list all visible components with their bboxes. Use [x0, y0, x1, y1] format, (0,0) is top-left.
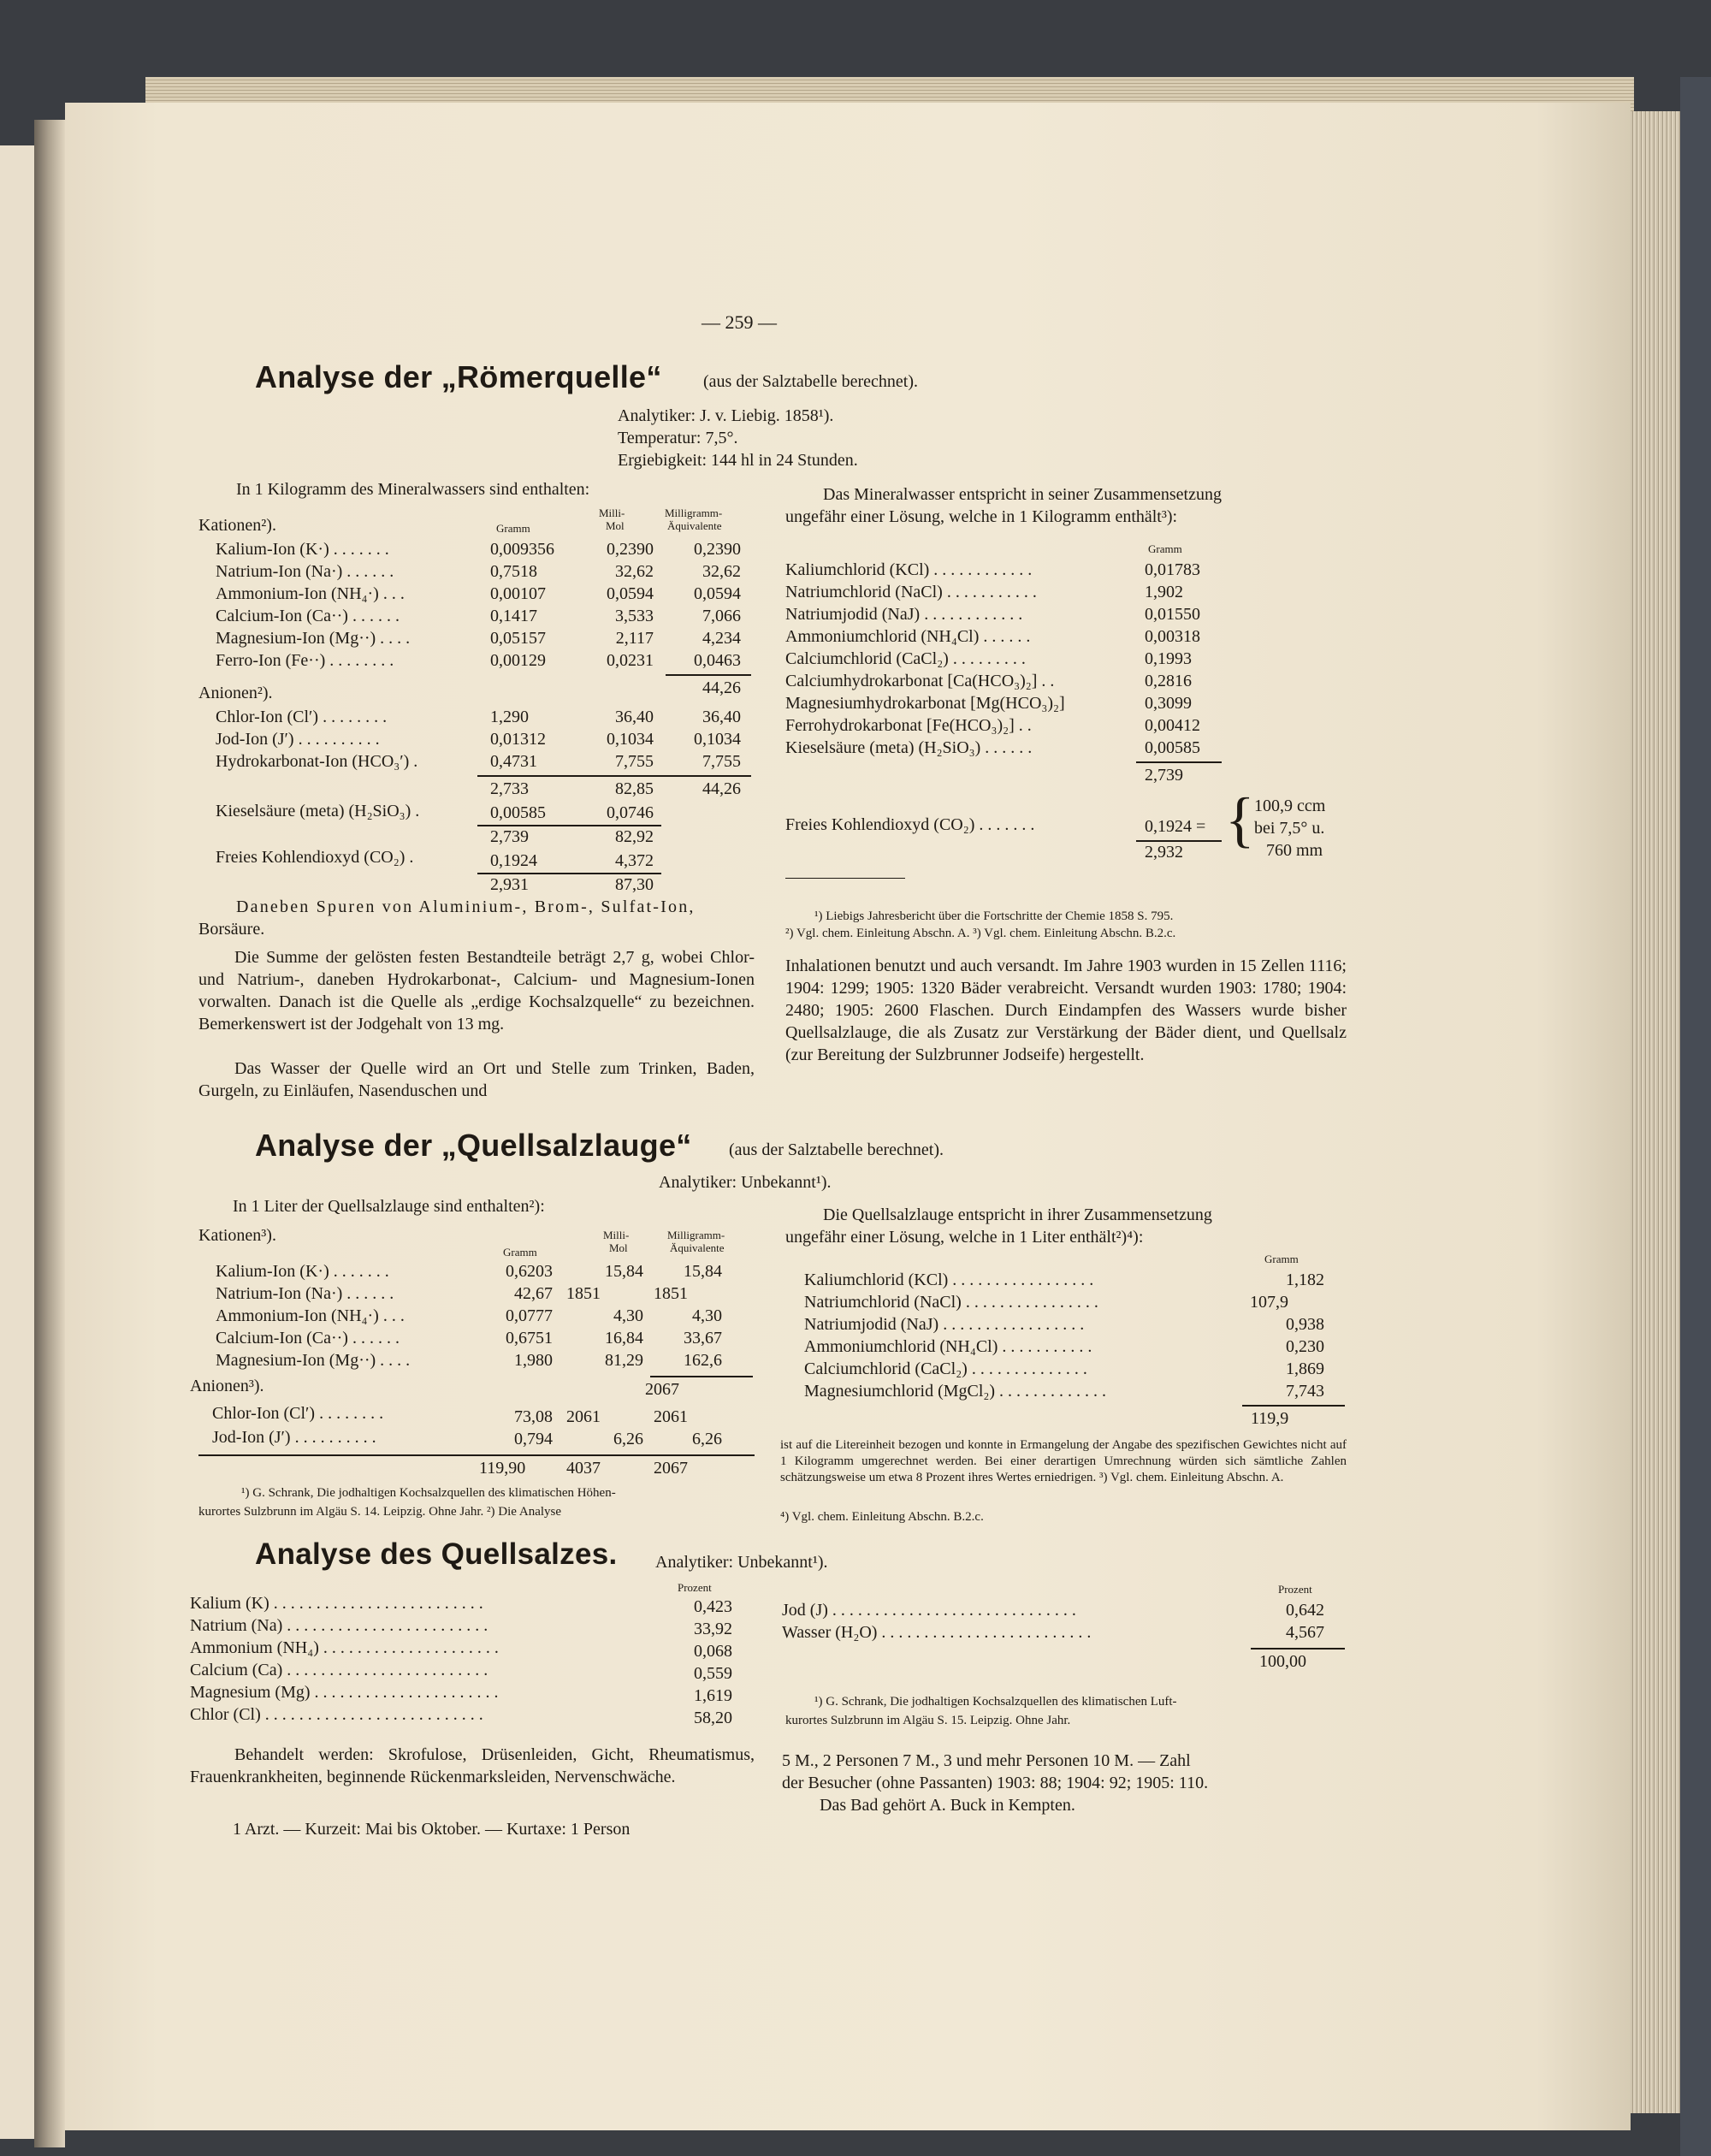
co2-mol: 4,372 — [615, 851, 654, 870]
element-value: 1,619 — [694, 1686, 732, 1705]
co2-name: Freies Kohlendioxyd (CO₂) . — [216, 848, 414, 867]
ion-gramm: 42,67 — [514, 1284, 553, 1303]
salt-name: Kieselsäure (meta) (H₂SiO₃) . . . . . . — [785, 738, 1033, 757]
spuren-line-2: Borsäure. — [198, 920, 265, 939]
salt-value: 107,9 — [1250, 1293, 1288, 1312]
salt-name: Natriumchlorid (NaCl) . . . . . . . . . . . — [785, 583, 1037, 601]
footnote-2: kurortes Sulzbrunn im Algäu S. 14. Leipzig. Ohne Jahr. ²) Die Analyse — [198, 1505, 562, 1519]
tax-line-2: der Besucher (ohne Passanten) 1903: 88; 1904: 92; 1905: 110. — [782, 1774, 1209, 1792]
ion-mol: 0,0231 — [607, 651, 654, 670]
anionen-label: Anionen³). — [190, 1377, 264, 1395]
ion-aeq: 2061 — [654, 1407, 688, 1426]
book-gutter — [34, 120, 65, 2147]
element-value: 58,20 — [694, 1709, 732, 1727]
kationen-sum: 44,26 — [702, 678, 741, 697]
ion-gramm: 0,009356 — [490, 540, 554, 559]
kurzeit-line: 1 Arzt. — Kurzeit: Mai bis Oktober. — Kurtaxe: 1 Person — [233, 1820, 631, 1839]
ion-gramm: 0,6203 — [506, 1262, 553, 1281]
divider — [1251, 1648, 1345, 1650]
ion-gramm: 1,290 — [490, 708, 529, 726]
ion-aeq: 0,0463 — [694, 651, 741, 670]
footnote-1: ¹) Liebigs Jahresbericht über die Fortschritte der Chemie 1858 S. 795. — [814, 909, 1174, 923]
element-name: Magnesium (Mg) . . . . . . . . . . . . . . . . . . . . . . — [190, 1683, 499, 1702]
ion-gramm: 0,05157 — [490, 629, 546, 648]
ion-mol: 0,2390 — [607, 540, 654, 559]
salts-col-gramm: Gramm — [1148, 542, 1182, 555]
element-name: Kalium (K) . . . . . . . . . . . . . . . . . . . . . . . . . — [190, 1594, 483, 1613]
sum3-gramm: 2,931 — [490, 875, 529, 894]
element-value: 33,92 — [694, 1620, 732, 1638]
spuren-line: Daneben Spuren von Aluminium-, Brom-, Sulfat-Ion, — [236, 897, 696, 916]
salt-value: 0,01550 — [1145, 605, 1200, 624]
sum-gramm: 2,733 — [490, 779, 529, 798]
page-block-side — [1631, 111, 1680, 2113]
ion-aeq: 0,2390 — [694, 540, 741, 559]
kieselsaeure-mol: 0,0746 — [607, 803, 654, 822]
col-header-gramm: Gramm — [503, 1246, 537, 1259]
divider — [477, 775, 751, 777]
ion-name: Jod-Ion (J′) . . . . . . . . . . — [212, 1428, 376, 1447]
kieselsaeure-name: Kieselsäure (meta) (H₂SiO₃) . — [216, 802, 420, 820]
ion-name: Natrium-Ion (Na·) . . . . . . — [216, 562, 394, 581]
sum-aeq: 2067 — [654, 1459, 688, 1478]
kationen-label: Kationen²). — [198, 516, 276, 535]
element-value: 0,423 — [694, 1597, 732, 1616]
ion-name: Ferro-Ion (Fe··) . . . . . . . . — [216, 651, 394, 670]
salt-name: Natriumchlorid (NaCl) . . . . . . . . . . . . . . . . — [804, 1293, 1098, 1312]
ion-mol: 36,40 — [615, 708, 654, 726]
section-title-quellsalz: Analyse des Quellsalzes. — [255, 1537, 618, 1571]
col-header-mol: Mol — [609, 1241, 628, 1254]
ion-name: Ammonium-Ion (NH₄·) . . . — [216, 584, 405, 603]
salt-name: Ferrohydrokarbonat [Fe(HCO₃)₂] . . — [785, 716, 1032, 735]
gas-pressure: 760 mm — [1266, 841, 1323, 860]
salts-intro-2: ungefähr einer Lösung, welche in 1 Kilogramm enthält³): — [785, 507, 1178, 526]
sum-gramm: 119,90 — [479, 1459, 526, 1478]
divider — [198, 1454, 755, 1456]
divider — [650, 1376, 753, 1377]
footnote-1: ¹) G. Schrank, Die jodhaltigen Kochsalzquellen des klimatischen Luft- — [814, 1695, 1177, 1709]
ion-name: Jod-Ion (J′) . . . . . . . . . . — [216, 730, 380, 749]
salt-name: Magnesiumhydrokarbonat [Mg(HCO₃)₂] — [785, 694, 1065, 713]
section-title-quellsalzlauge: Analyse der „Quellsalzlauge“ — [255, 1128, 692, 1163]
ion-aeq: 7,066 — [702, 607, 741, 625]
ion-table-intro: In 1 Liter der Quellsalzlauge sind enthalten²): — [233, 1197, 545, 1216]
ion-gramm: 0,00129 — [490, 651, 546, 670]
salt-value: 0,00318 — [1145, 627, 1200, 646]
ion-aeq: 0,0594 — [694, 584, 741, 603]
ion-mol: 2061 — [566, 1407, 601, 1426]
ion-mol: 0,0594 — [607, 584, 654, 603]
ion-name: Calcium-Ion (Ca··) . . . . . . — [216, 1329, 400, 1348]
indications-paragraph: Behandelt werden: Skrofulose, Drüsenleiden, Gicht, Rheumatismus, Frauenkrankheiten, beginnende Rückenmarksleiden, Nervenschwäche. — [190, 1745, 755, 1786]
sum3-mol: 87,30 — [615, 875, 654, 894]
col-header-mol: Mol — [606, 519, 625, 532]
ion-mol: 2,117 — [615, 629, 654, 648]
footnote-continued: ist auf die Litereinheit bezogen und konnte in Ermangelung der Angabe des spezifischen Gewichtes nicht auf 1 Kilogramm umgerechnet werden. Bei einer derartigen Umrechnung würden sich sämtliche Zahlen schätzungsweise um etwa 8 Prozent ihres Wertes erniedrigen. ³) Vgl. chem. Einleitung Abschn. A. — [780, 1438, 1347, 1484]
salt-value: 0,00412 — [1145, 716, 1200, 735]
ion-name: Hydrokarbonat-Ion (HCO₃′) . — [216, 752, 418, 771]
element-value: 4,567 — [1286, 1623, 1324, 1642]
salts-col-gramm: Gramm — [1264, 1253, 1299, 1265]
salt-name: Kaliumchlorid (KCl) . . . . . . . . . . . . — [785, 560, 1033, 579]
col-header-aeq: Äquivalente — [670, 1241, 725, 1254]
element-name: Wasser (H₂O) . . . . . . . . . . . . . . . . . . . . . . . . . — [782, 1623, 1092, 1642]
element-value: 0,068 — [694, 1642, 732, 1661]
section-source-note: (aus der Salztabelle berechnet). — [729, 1140, 944, 1159]
ion-mol: 81,29 — [605, 1351, 643, 1370]
sum-mol: 4037 — [566, 1459, 601, 1478]
salt-value: 7,743 — [1286, 1382, 1324, 1401]
ion-mol: 1851 — [566, 1284, 601, 1303]
salt-value: 0,230 — [1286, 1337, 1324, 1356]
ion-mol: 32,62 — [615, 562, 654, 581]
kieselsaeure-gramm: 0,00585 — [490, 803, 546, 822]
ion-aeq: 4,234 — [702, 629, 741, 648]
salt-value: 0,1993 — [1145, 649, 1192, 668]
ion-name: Magnesium-Ion (Mg··) . . . . — [216, 1351, 411, 1370]
salts-total: 2,932 — [1145, 843, 1183, 862]
salts-sum: 2,739 — [1145, 766, 1183, 785]
gas-volume: 100,9 ccm — [1254, 797, 1326, 815]
ion-aeq: 162,6 — [684, 1351, 722, 1370]
salts-sum: 119,9 — [1251, 1409, 1289, 1428]
footnote-2: ²) Vgl. chem. Einleitung Abschn. A. ³) Vgl. chem. Einleitung Abschn. B.2.c. — [785, 927, 1176, 940]
element-name: Chlor (Cl) . . . . . . . . . . . . . . . . . . . . . . . . . . — [190, 1705, 483, 1724]
ion-aeq: 1851 — [654, 1284, 688, 1303]
page-number: — 259 — — [702, 311, 777, 333]
salt-name: Kaliumchlorid (KCl) . . . . . . . . . . . . . . . . . — [804, 1270, 1094, 1289]
col-header-prozent-right: Prozent — [1278, 1583, 1312, 1596]
ion-aeq: 32,62 — [702, 562, 741, 581]
section-title-roemerquelle: Analyse der „Römerquelle“ — [255, 359, 662, 394]
section-source-note: (aus der Salztabelle berechnet). — [703, 372, 918, 391]
ion-name: Ammonium-Ion (NH₄·) . . . — [216, 1306, 405, 1325]
ion-name: Calcium-Ion (Ca··) . . . . . . — [216, 607, 400, 625]
ion-mol: 15,84 — [605, 1262, 643, 1281]
ion-gramm: 0,7518 — [490, 562, 537, 581]
footnote-2: kurortes Sulzbrunn im Algäu S. 15. Leipzig. Ohne Jahr. — [785, 1714, 1071, 1727]
sum-mol: 82,85 — [615, 779, 654, 798]
analyst-line: Analytiker: J. v. Liebig. 1858¹). — [618, 406, 834, 425]
col-header-aeq: Äquivalente — [667, 519, 722, 532]
salts-co2-name: Freies Kohlendioxyd (CO₂) . . . . . . . — [785, 815, 1035, 834]
ion-gramm: 1,980 — [514, 1351, 553, 1370]
salt-name: Magnesiumchlorid (MgCl₂) . . . . . . . . . . . . . — [804, 1382, 1107, 1401]
yield-line: Ergiebigkeit: 144 hl in 24 Stunden. — [618, 451, 858, 470]
ion-gramm: 0,1417 — [490, 607, 537, 625]
summary-paragraph: Die Summe der gelösten festen Bestandteile beträgt 2,7 g, wobei Chlor- und Natrium-, daneben Hydrokarbonat-, Calcium- und Magnesium-Ionen vorwalten. Danach ist die Quelle als „erdige Kochsalzquelle“ zu bezeichnen. Bemerkenswert ist der Jodgehalt von 13 mg. — [198, 948, 755, 1034]
col-header-milli: Milli- — [599, 506, 625, 519]
ion-gramm: 0,6751 — [506, 1329, 553, 1348]
tax-line-1: 5 M., 2 Personen 7 M., 3 und mehr Personen 10 M. — Zahl — [782, 1751, 1191, 1770]
divider — [1242, 1405, 1345, 1407]
ion-aeq: 36,40 — [702, 708, 741, 726]
ion-name: Kalium-Ion (K·) . . . . . . . — [216, 540, 389, 559]
salt-name: Ammoniumchlorid (NH₄Cl) . . . . . . . . . . . — [804, 1337, 1092, 1356]
book-cover-edge — [1680, 77, 1711, 2156]
analyst-line: Analytiker: Unbekannt¹). — [655, 1553, 828, 1572]
salt-name: Ammoniumchlorid (NH₄Cl) . . . . . . — [785, 627, 1031, 646]
ion-aeq: 6,26 — [692, 1430, 722, 1448]
co2-gramm: 0,1924 — [490, 851, 537, 870]
salt-value: 1,182 — [1286, 1270, 1324, 1289]
ion-table-intro: In 1 Kilogramm des Mineralwassers sind enthalten: — [236, 480, 590, 499]
temperature-line: Temperatur: 7,5°. — [618, 429, 738, 447]
ion-gramm: 0,01312 — [490, 730, 546, 749]
ion-name: Magnesium-Ion (Mg··) . . . . — [216, 629, 411, 648]
usage-paragraph: Das Wasser der Quelle wird an Ort und Stelle zum Trinken, Baden, Gurgeln, zu Einläufen, Nasenduschen und — [198, 1059, 755, 1100]
divider — [1136, 761, 1222, 763]
salt-value: 1,902 — [1145, 583, 1183, 601]
salz-sum: 100,00 — [1259, 1652, 1306, 1671]
salts-intro-2: ungefähr einer Lösung, welche in 1 Liter enthält²)⁴): — [785, 1228, 1144, 1247]
ion-mol: 6,26 — [613, 1430, 643, 1448]
kationen-label: Kationen³). — [198, 1226, 276, 1245]
ion-name: Kalium-Ion (K·) . . . . . . . — [216, 1262, 389, 1281]
salt-name: Natriumjodid (NaJ) . . . . . . . . . . . . . . . . . — [804, 1315, 1085, 1334]
footnote-rule — [785, 878, 905, 879]
element-name: Calcium (Ca) . . . . . . . . . . . . . . . . . . . . . . . . — [190, 1661, 488, 1679]
salt-value: 1,869 — [1286, 1359, 1324, 1378]
ion-aeq: 33,67 — [684, 1329, 722, 1348]
footnote-4: ⁴) Vgl. chem. Einleitung Abschn. B.2.c. — [780, 1510, 984, 1524]
right-paragraph: Inhalationen benutzt und auch versandt. Im Jahre 1903 wurden in 15 Zellen 1116; 1904: 1299; 1905: 1320 Bäder verabreicht. Versandt wurden 1903: 1780; 1904: 2480; 1905: 2600 Flaschen. Durch Eindampfen des Wassers wurde bisher Quellsalzlauge, die als Zusatz zur Verstärkung der Bäder dient, und Quellsalz (zur Bereitung der Sulzbrunner Jodseife) hergestellt. — [785, 957, 1347, 1064]
ion-aeq: 7,755 — [702, 752, 741, 771]
element-name: Natrium (Na) . . . . . . . . . . . . . . . . . . . . . . . . — [190, 1616, 488, 1635]
ion-gramm: 73,08 — [514, 1407, 553, 1426]
ion-mol: 16,84 — [605, 1329, 643, 1348]
ion-gramm: 0,794 — [514, 1430, 553, 1448]
salt-name: Calciumhydrokarbonat [Ca(HCO₃)₂] . . — [785, 672, 1055, 690]
kationen-sum: 2067 — [645, 1380, 679, 1399]
salts-intro-1: Das Mineralwasser entspricht in seiner Zusammensetzung — [823, 485, 1222, 504]
salt-value: 0,00585 — [1145, 738, 1200, 757]
salt-name: Natriumjodid (NaJ) . . . . . . . . . . . . — [785, 605, 1023, 624]
ion-aeq: 15,84 — [684, 1262, 722, 1281]
salt-value: 0,938 — [1286, 1315, 1324, 1334]
owner-line: Das Bad gehört A. Buck in Kempten. — [820, 1796, 1075, 1815]
ion-mol: 4,30 — [613, 1306, 643, 1325]
element-value: 0,642 — [1286, 1601, 1324, 1620]
sum-aeq: 44,26 — [702, 779, 741, 798]
sum2-gramm: 2,739 — [490, 827, 529, 846]
gas-temperature: bei 7,5° u. — [1254, 819, 1325, 838]
element-value: 0,559 — [694, 1664, 732, 1683]
ion-name: Chlor-Ion (Cl′) . . . . . . . . — [212, 1404, 384, 1423]
salts-co2-value: 0,1924 = — [1145, 817, 1206, 836]
divider — [666, 674, 751, 676]
col-header-mg: Milligramm- — [665, 506, 723, 519]
sum2-mol: 82,92 — [615, 827, 654, 846]
element-name: Jod (J) . . . . . . . . . . . . . . . . . . . . . . . . . . . . . — [782, 1601, 1076, 1620]
ion-name: Chlor-Ion (Cl′) . . . . . . . . — [216, 708, 388, 726]
facing-page-edge — [0, 145, 34, 2139]
col-header-gramm: Gramm — [496, 522, 530, 535]
col-header-prozent: Prozent — [678, 1581, 712, 1594]
salt-value: 0,2816 — [1145, 672, 1192, 690]
analyst-line: Analytiker: Unbekannt¹). — [659, 1173, 832, 1192]
salt-value: 0,3099 — [1145, 694, 1192, 713]
col-header-milli: Milli- — [603, 1229, 630, 1241]
salts-intro-1: Die Quellsalzlauge entspricht in ihrer Zusammensetzung — [823, 1205, 1212, 1224]
element-name: Ammonium (NH₄) . . . . . . . . . . . . . . . . . . . . . — [190, 1638, 499, 1657]
ion-name: Natrium-Ion (Na·) . . . . . . — [216, 1284, 394, 1303]
ion-mol: 0,1034 — [607, 730, 654, 749]
ion-aeq: 4,30 — [692, 1306, 722, 1325]
salt-name: Calciumchlorid (CaCl₂) . . . . . . . . . . . . . . — [804, 1359, 1087, 1378]
brace-glyph: { — [1225, 785, 1255, 854]
ion-aeq: 0,1034 — [694, 730, 741, 749]
salt-value: 0,01783 — [1145, 560, 1200, 579]
col-header-mg: Milligramm- — [667, 1229, 725, 1241]
ion-mol: 3,533 — [615, 607, 654, 625]
ion-gramm: 0,4731 — [490, 752, 537, 771]
ion-mol: 7,755 — [615, 752, 654, 771]
ion-gramm: 0,0777 — [506, 1306, 553, 1325]
anionen-label: Anionen²). — [198, 684, 273, 702]
footnote-1: ¹) G. Schrank, Die jodhaltigen Kochsalzquellen des klimatischen Höhen- — [241, 1486, 616, 1500]
ion-gramm: 0,00107 — [490, 584, 546, 603]
salt-name: Calciumchlorid (CaCl₂) . . . . . . . . . — [785, 649, 1026, 668]
